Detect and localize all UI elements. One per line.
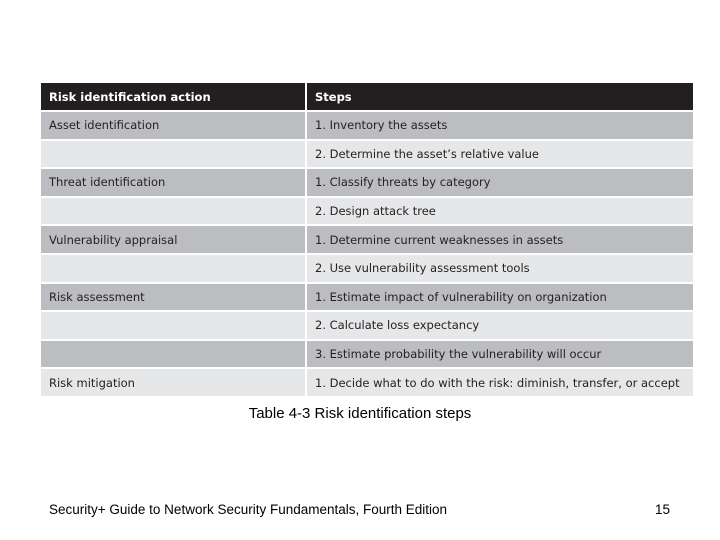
risk-identification-table-container <box>41 83 693 396</box>
table-row <box>41 111 693 140</box>
step-cell: 1. Determine current weaknesses in assets <box>306 225 693 254</box>
table-header-row <box>41 83 693 111</box>
step-cell: 1. Estimate impact of vulnerability on organization <box>306 283 693 312</box>
action-cell <box>41 340 306 369</box>
table-row <box>41 225 693 254</box>
table-caption: Table 4-3 Risk identification steps <box>248 405 472 422</box>
action-cell <box>41 140 306 169</box>
step-cell: 1. Decide what to do with the risk: diminish, transfer, or accept <box>306 368 693 396</box>
column-header-steps: Steps <box>306 83 693 111</box>
action-cell <box>41 197 306 226</box>
footer-book-title: Security+ Guide to Network Security Fundamentals, Fourth Edition <box>49 502 448 517</box>
action-cell <box>41 254 306 283</box>
table-row <box>41 283 693 312</box>
action-cell: Vulnerability appraisal <box>41 225 306 254</box>
action-cell: Asset identification <box>41 111 306 140</box>
column-header-action: Risk identification action <box>41 83 306 111</box>
step-cell: 1. Classify threats by category <box>306 168 693 197</box>
action-cell: Threat identification <box>41 168 306 197</box>
step-cell: 2. Determine the asset’s relative value <box>306 140 693 169</box>
action-cell <box>41 311 306 340</box>
step-cell: 2. Calculate loss expectancy <box>306 311 693 340</box>
page-number: 15 <box>655 502 671 517</box>
step-cell: 2. Design attack tree <box>306 197 693 226</box>
table-row <box>41 168 693 197</box>
risk-identification-table <box>41 83 693 396</box>
table-row <box>41 254 693 283</box>
table-row <box>41 340 693 369</box>
step-cell: 3. Estimate probability the vulnerability will occur <box>306 340 693 369</box>
step-cell: 2. Use vulnerability assessment tools <box>306 254 693 283</box>
table-row <box>41 197 693 226</box>
step-cell: 1. Inventory the assets <box>306 111 693 140</box>
table-row <box>41 311 693 340</box>
action-cell: Risk mitigation <box>41 368 306 396</box>
action-cell: Risk assessment <box>41 283 306 312</box>
table-row <box>41 140 693 169</box>
table-row <box>41 368 693 396</box>
